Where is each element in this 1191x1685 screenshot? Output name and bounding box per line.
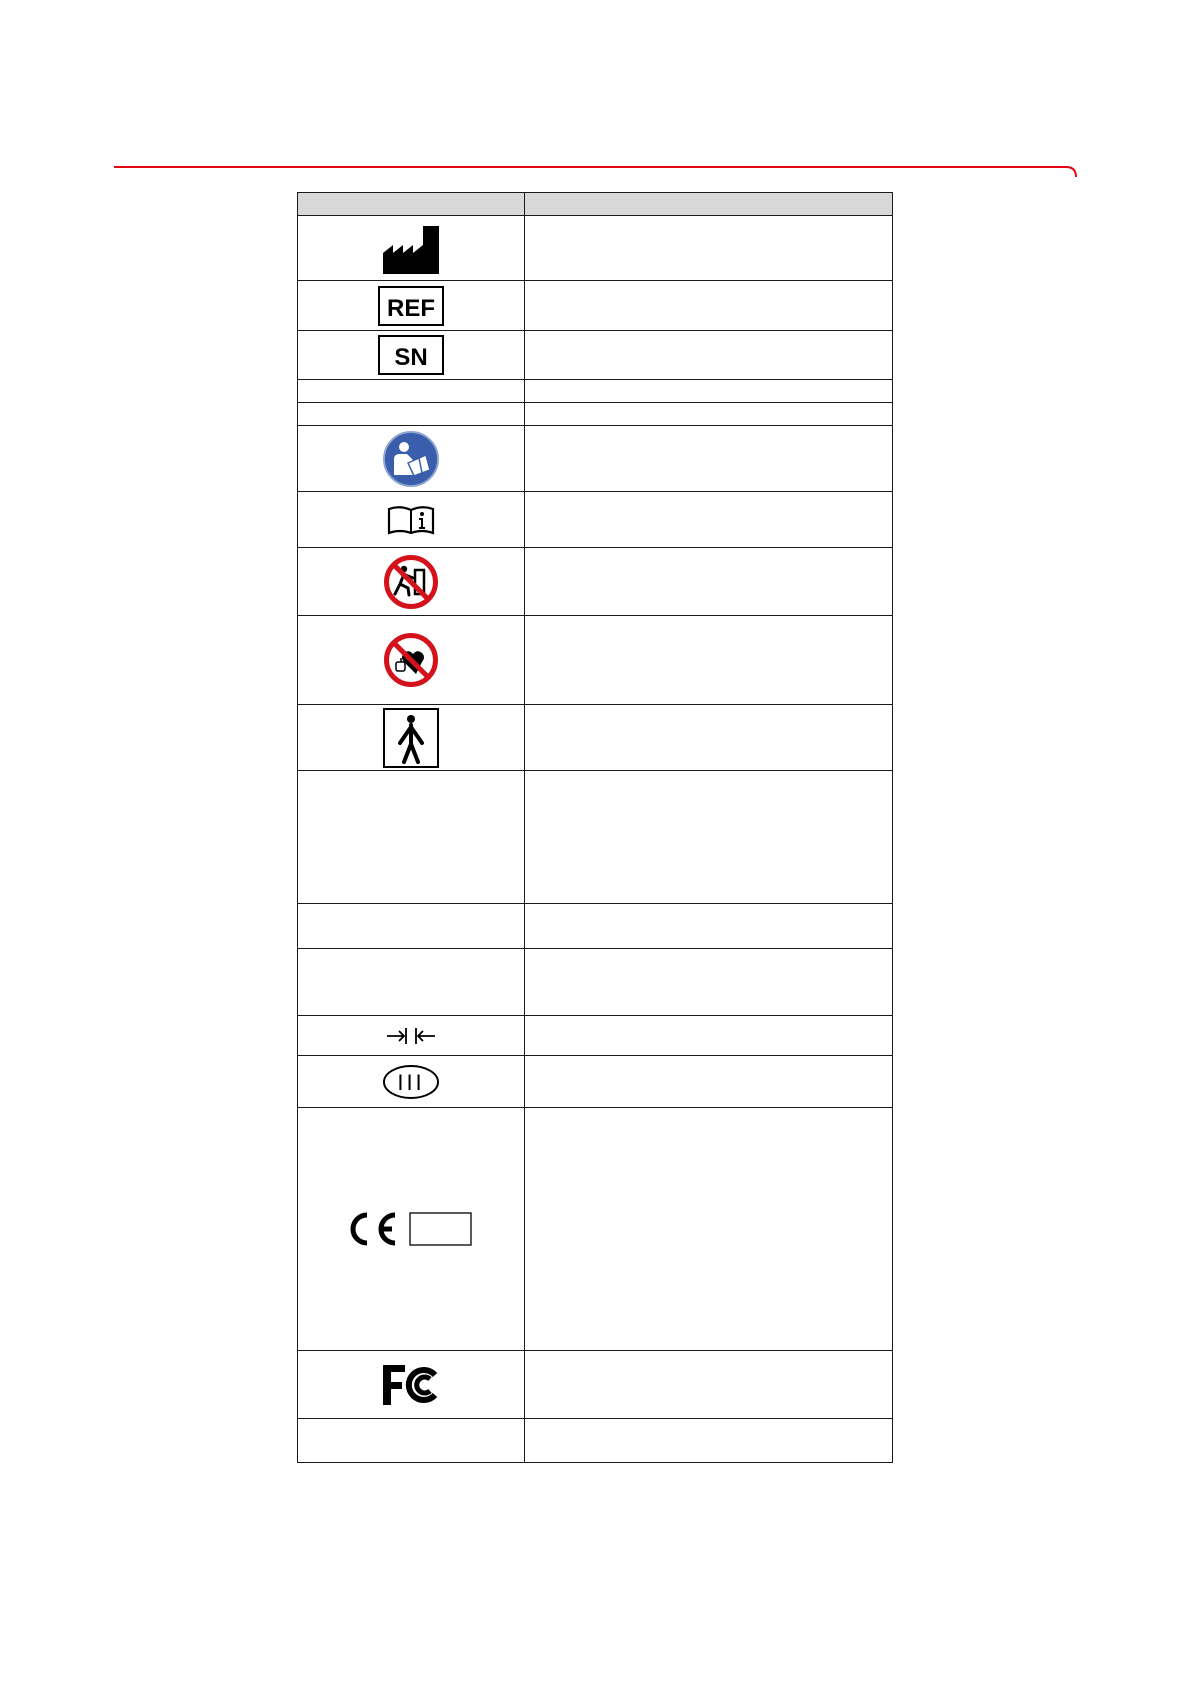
description-cell	[525, 904, 893, 949]
symbol-column-header	[298, 193, 525, 216]
ref-catalogue-number-icon	[377, 285, 445, 327]
symbol-cell	[298, 1108, 525, 1351]
description-cell	[525, 1351, 893, 1419]
symbol-table	[297, 192, 893, 1463]
symbol-cell	[298, 331, 525, 380]
table-row	[298, 1351, 893, 1419]
table-row	[298, 705, 893, 771]
description-cell	[525, 403, 893, 426]
symbol-cell	[298, 1016, 525, 1056]
symbol-cell	[298, 216, 525, 281]
description-cell	[525, 216, 893, 281]
serial-number-icon	[377, 334, 445, 376]
table-row	[298, 281, 893, 331]
no-pushing-icon	[382, 553, 440, 611]
table-row	[298, 216, 893, 281]
table-header-row	[298, 193, 893, 216]
table-row	[298, 1056, 893, 1108]
manufacturer-icon	[381, 220, 441, 276]
consult-instructions-icon	[386, 504, 436, 536]
description-cell	[525, 616, 893, 705]
table-row	[298, 1419, 893, 1463]
symbol-cell	[298, 705, 525, 771]
class-iii-label: III	[397, 1069, 425, 1095]
description-cell	[525, 380, 893, 403]
symbol-cell	[298, 616, 525, 705]
table-row	[298, 403, 893, 426]
table-row	[298, 771, 893, 904]
symbol-cell	[298, 492, 525, 548]
description-cell	[525, 1016, 893, 1056]
table-row	[298, 1016, 893, 1056]
symbol-cell	[298, 904, 525, 949]
description-cell	[525, 705, 893, 771]
table-row	[298, 548, 893, 616]
description-cell	[525, 771, 893, 904]
table-row	[298, 380, 893, 403]
symbol-cell	[298, 426, 525, 492]
protection-class-iii-icon	[381, 1063, 441, 1101]
symbol-cell	[298, 1056, 525, 1108]
description-cell	[525, 1108, 893, 1351]
symbol-cell	[298, 1351, 525, 1419]
table-row	[298, 616, 893, 705]
symbol-cell	[298, 281, 525, 331]
fcc-logo-icon	[381, 1363, 441, 1407]
header-rule	[114, 165, 1078, 179]
table-row	[298, 492, 893, 548]
symbol-cell	[298, 380, 525, 403]
description-cell	[525, 1419, 893, 1463]
no-pacemaker-icon	[382, 631, 440, 689]
description-cell	[525, 331, 893, 380]
description-cell	[525, 949, 893, 1016]
type-b-applied-part-icon	[382, 707, 440, 769]
description-column-header	[525, 193, 893, 216]
sn-label: SN	[394, 344, 428, 371]
symbol-cell	[298, 1419, 525, 1463]
table-row	[298, 904, 893, 949]
dimension-arrows-icon	[385, 1025, 437, 1047]
symbol-cell	[298, 403, 525, 426]
description-cell	[525, 1056, 893, 1108]
table-row	[298, 1108, 893, 1351]
symbol-cell	[298, 548, 525, 616]
table-row	[298, 331, 893, 380]
description-cell	[525, 548, 893, 616]
description-cell	[525, 492, 893, 548]
ref-label: REF	[387, 294, 435, 322]
symbol-cell	[298, 771, 525, 904]
follow-instructions-icon	[382, 430, 440, 488]
table-row	[298, 426, 893, 492]
ce-mark-icon	[349, 1211, 473, 1247]
table-row	[298, 949, 893, 1016]
description-cell	[525, 281, 893, 331]
description-cell	[525, 426, 893, 492]
symbol-cell	[298, 949, 525, 1016]
